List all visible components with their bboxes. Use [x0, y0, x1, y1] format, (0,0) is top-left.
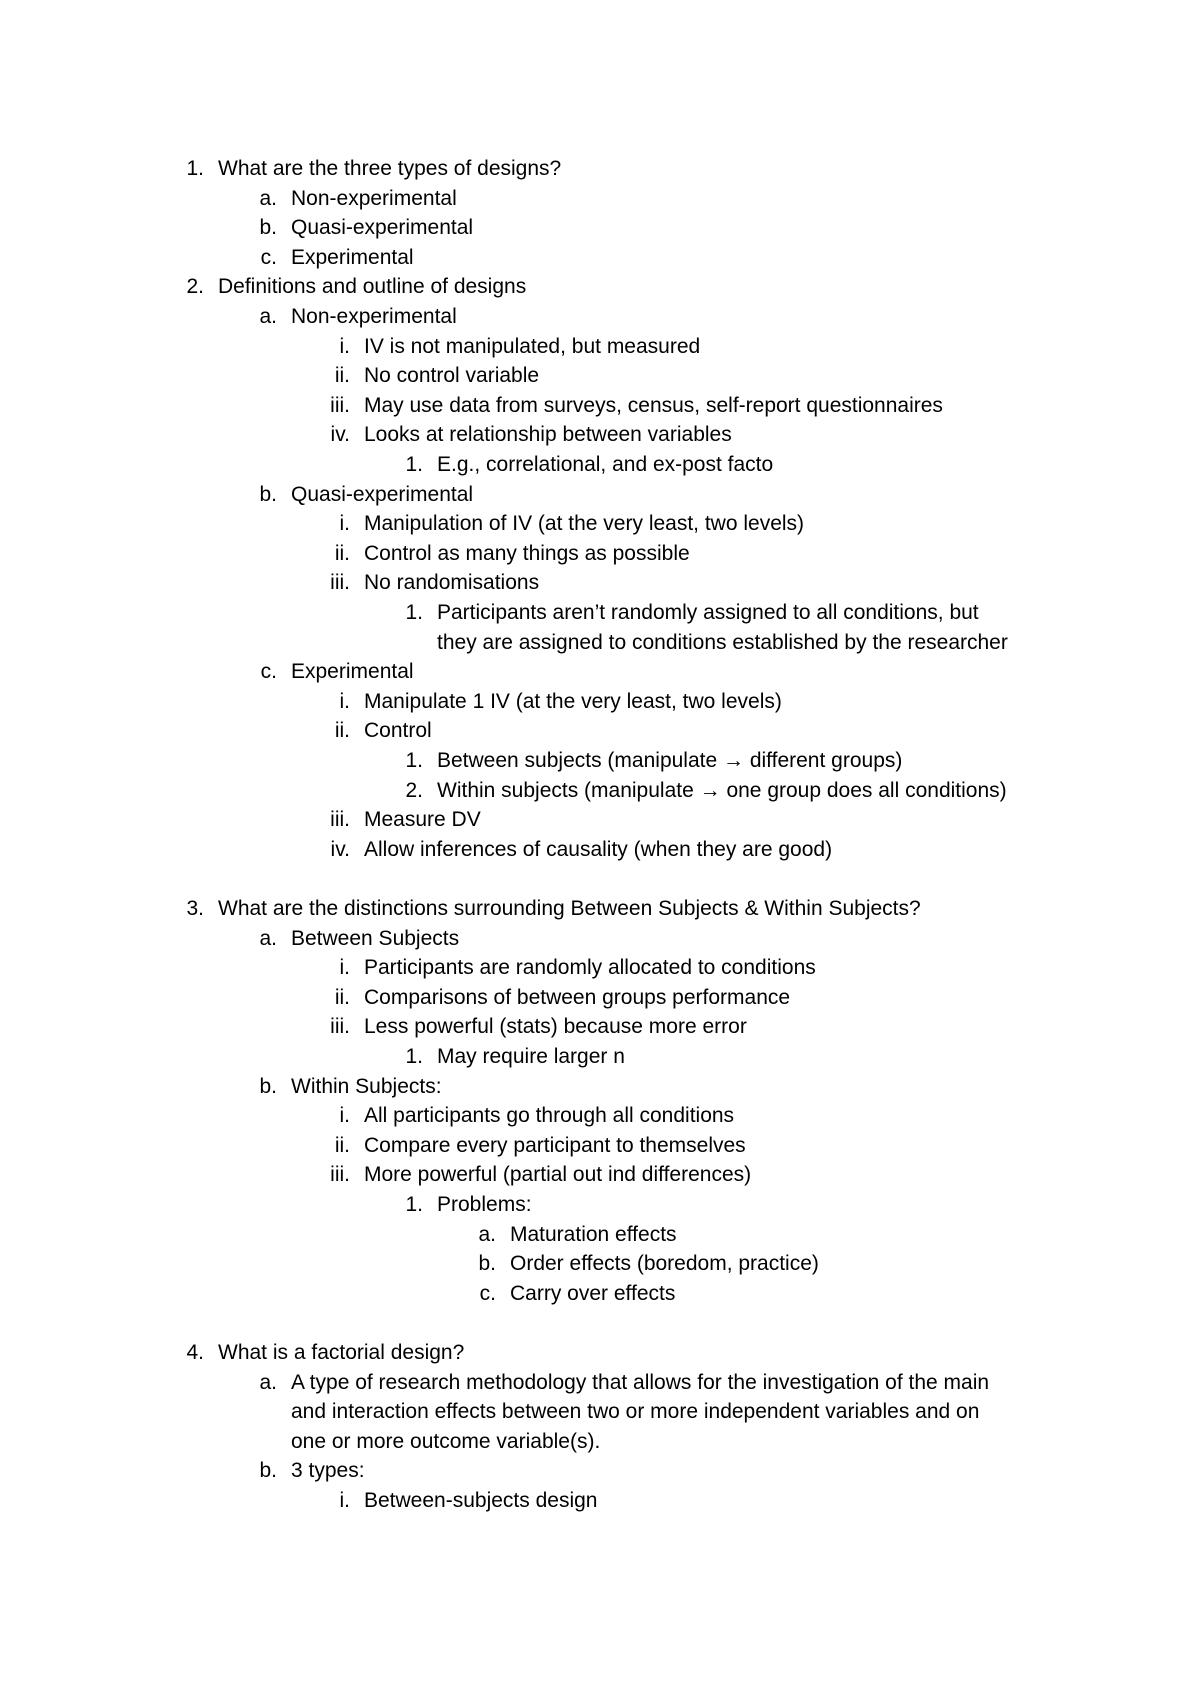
outline-item [259, 1072, 442, 1102]
outline-item [330, 1012, 747, 1042]
outline-item [259, 213, 474, 243]
outline-item [339, 1101, 735, 1131]
list-marker: a. [259, 1370, 277, 1394]
outline-text: More powerful (partial out ind differences) [364, 1163, 752, 1187]
list-marker: 4. [186, 1341, 204, 1364]
list-marker: a. [259, 305, 277, 328]
outline-text: Between-subjects design [364, 1489, 598, 1512]
list-marker: 1. [405, 1193, 423, 1216]
outline-text: Between subjects (manipulate → different groups) [437, 749, 903, 772]
list-marker: iv. [330, 837, 350, 861]
list-marker: c. [260, 245, 277, 269]
outline-item [330, 391, 943, 421]
outline-text: Non-experimental [291, 305, 457, 328]
outline-text: No control variable [364, 364, 540, 388]
outline-text: May require larger n [437, 1045, 625, 1068]
list-marker: iii. [330, 1015, 350, 1039]
outline-item [330, 568, 540, 598]
outline-text: Within Subjects: [291, 1074, 442, 1098]
outline-text: May use data from surveys, census, self-report questionnaires [364, 393, 943, 417]
list-marker: b. [478, 1252, 496, 1276]
outline-item [478, 1220, 677, 1250]
list-marker: ii. [334, 719, 350, 743]
outline-text: Less powerful (stats) because more error [364, 1015, 747, 1039]
list-marker: iii. [330, 393, 350, 417]
outline-item [330, 1160, 752, 1190]
list-marker: b. [259, 1459, 277, 1483]
outline-text: Within subjects (manipulate → one group does all conditions) [437, 778, 1007, 802]
outline-text: Participants aren’t randomly assigned to all conditions, but [437, 601, 979, 624]
outline-item [405, 776, 1007, 806]
outline-text: Quasi-experimental [291, 482, 474, 506]
list-marker: 2. [186, 275, 204, 299]
outline-item [334, 1131, 746, 1161]
outline-item [405, 746, 903, 776]
outline-text: Manipulation of IV (at the very least, two levels) [364, 512, 805, 536]
list-marker: ii. [334, 364, 350, 388]
list-marker: i. [339, 334, 350, 358]
outline-item [186, 154, 562, 184]
list-marker: b. [259, 1074, 277, 1098]
outline-text: IV is not manipulated, but measured [364, 334, 701, 358]
outline-item [339, 1486, 598, 1516]
outline-text: All participants go through all conditions [364, 1104, 735, 1128]
list-marker: b. [259, 216, 277, 240]
list-marker: ii. [334, 1133, 350, 1157]
outline-item [339, 509, 805, 539]
list-marker: 1. [186, 157, 204, 180]
outline-item [405, 450, 774, 480]
outline-item [437, 628, 1008, 658]
outline-item [291, 1427, 600, 1457]
outline-item [339, 953, 816, 983]
outline-text: Quasi-experimental [291, 216, 474, 240]
list-marker: 1. [405, 749, 423, 772]
outline-text: Non-experimental [291, 186, 457, 210]
outline-text: Definitions and outline of designs [218, 275, 527, 299]
list-marker: ii. [334, 985, 350, 1009]
outline-text: Carry over effects [510, 1281, 676, 1305]
outline-text: they are assigned to conditions established by the researcher [437, 630, 1008, 654]
list-marker: c. [260, 660, 277, 684]
outline-text: Comparisons of between groups performance [364, 985, 791, 1009]
outline-text: and interaction effects between two or more independent variables and on [291, 1400, 980, 1424]
outline-item [339, 332, 701, 362]
outline-item [259, 302, 457, 332]
outline-item [259, 924, 460, 954]
outline-item [405, 1190, 532, 1220]
list-marker: 2. [405, 778, 423, 802]
outline-item [405, 1042, 625, 1072]
list-marker: 3. [186, 897, 204, 920]
outline-text: Experimental [291, 660, 414, 684]
outline-text: Participants are randomly allocated to conditions [364, 956, 816, 980]
outline-text: Measure DV [364, 808, 481, 832]
outline-text: What is a factorial design? [218, 1341, 465, 1364]
outline-text: Between Subjects [291, 926, 460, 950]
outline-item [334, 539, 690, 569]
list-marker: ii. [334, 541, 350, 565]
list-marker: 1. [405, 1045, 423, 1068]
list-marker: iv. [330, 423, 350, 447]
outline-text: What are the distinctions surrounding Between Subjects & Within Subjects? [218, 897, 921, 920]
list-marker: iii. [330, 1163, 350, 1187]
outline-item [186, 894, 921, 924]
outline-text: Control as many things as possible [364, 541, 690, 565]
outline-item [186, 1338, 465, 1368]
outline-item [330, 835, 833, 865]
list-marker: iii. [330, 571, 350, 595]
outline-text: 3 types: [291, 1459, 365, 1483]
list-marker: a. [259, 186, 277, 210]
outline-item [330, 805, 481, 835]
outline-item [339, 687, 782, 717]
list-marker: a. [478, 1222, 496, 1246]
list-marker: i. [339, 512, 350, 536]
outline-text: What are the three types of designs? [218, 157, 562, 180]
outline-item [260, 243, 414, 273]
list-marker: i. [339, 689, 350, 713]
outline-text: Experimental [291, 245, 414, 269]
outline-text: E.g., correlational, and ex-post facto [437, 453, 774, 476]
list-marker: iii. [330, 808, 350, 832]
list-marker: 1. [405, 453, 423, 476]
outline-text: Problems: [437, 1193, 532, 1216]
outline-item [405, 598, 979, 628]
outline-item [330, 420, 732, 450]
list-marker: c. [479, 1281, 496, 1305]
outline-item [260, 657, 414, 687]
outline-text: Allow inferences of causality (when they are good) [364, 837, 833, 861]
outline-item [334, 983, 791, 1013]
outline-text: Compare every participant to themselves [364, 1133, 746, 1157]
list-marker: i. [339, 1104, 350, 1128]
list-marker: a. [259, 926, 277, 950]
outline-item [479, 1279, 676, 1309]
outline-text: A type of research methodology that allows for the investigation of the main [291, 1370, 990, 1394]
outline-item [259, 1456, 365, 1486]
outline-text: Looks at relationship between variables [364, 423, 732, 447]
outline-item [259, 1368, 990, 1398]
outline-text: one or more outcome variable(s). [291, 1429, 601, 1453]
outline-text: Maturation effects [510, 1222, 677, 1246]
outline-item [478, 1249, 819, 1279]
outline-item [259, 184, 457, 214]
outline-item [334, 361, 540, 391]
list-marker: 1. [405, 601, 423, 624]
list-marker: b. [259, 482, 277, 506]
outline-item [186, 272, 527, 302]
outline-item [291, 1397, 979, 1427]
outline-item [334, 716, 432, 746]
list-marker: i. [339, 1489, 350, 1512]
outline-text: Manipulate 1 IV (at the very least, two levels) [364, 689, 782, 713]
outline-text: No randomisations [364, 571, 540, 595]
list-marker: i. [339, 956, 350, 980]
outline-text: Control [364, 719, 432, 743]
outline-item [259, 480, 474, 510]
outline-text: Order effects (boredom, practice) [510, 1252, 819, 1276]
